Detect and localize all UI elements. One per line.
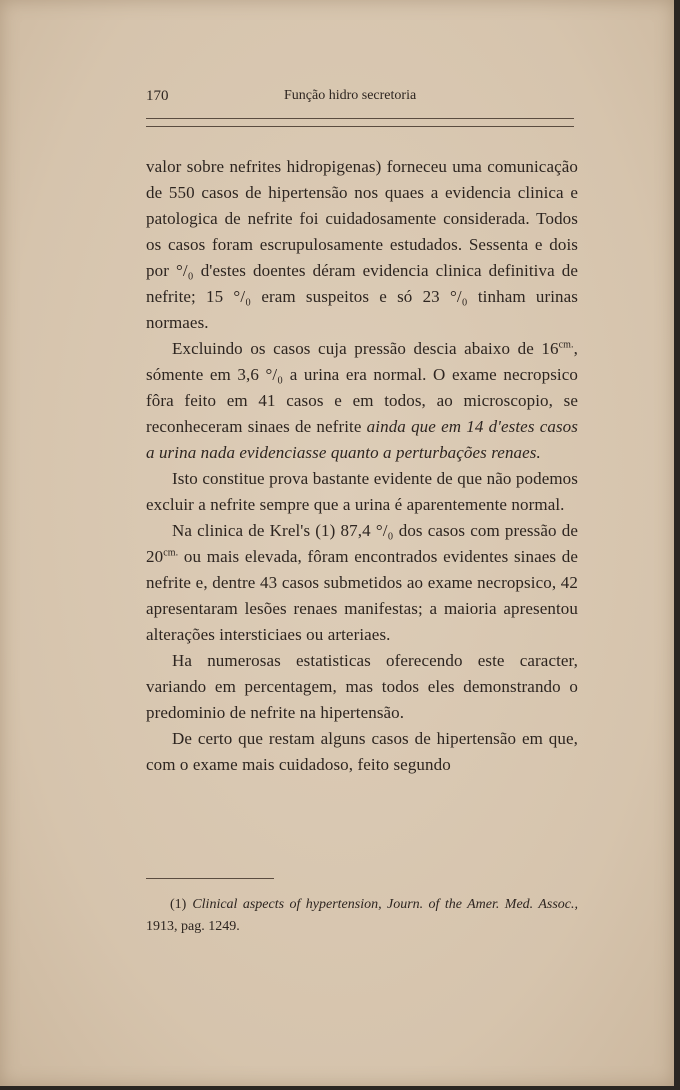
unit-superscript: cm.: [163, 547, 179, 559]
paragraph-4-continuation: ou mais elevada, fôram encontrados evidentes sinaes de nefrite e, dentre 43 casos submetidos ao exame necropsico, 42 apresentaram lesões renaes manifestas; a maioria apresentou alterações intersticiaes ou arteriaes.: [146, 547, 578, 644]
footnote-rule: [146, 878, 274, 879]
header-rule-bottom: [146, 126, 574, 127]
paragraph-2-continuation: , sómente em 3,6 °/₀ a urina era normal. O exame necropsico fôra feito em 41 casos e em todos, ao microscopio, se reconheceram sinaes de nefrite: [146, 339, 578, 436]
paragraph-2-text: Excluindo os casos cuja pressão descia abaixo de 16: [172, 339, 559, 358]
running-title: Função hidro secretoria: [284, 88, 417, 103]
footnote: [146, 894, 578, 938]
paragraph-6: De certo que restam alguns casos de hipertensão em que, com o exame mais cuidadoso, feito segundo: [146, 729, 578, 774]
footnote-details: 1913, pag. 1249.: [146, 919, 240, 934]
paragraph-1: valor sobre nefrites hidropigenas) forneceu uma comunicação de 550 casos de hipertensão nos quaes a evidencia clinica e patologica de nefrite foi cuidadosamente considerada. Todos os casos foram escrupulosamente estudados. Sessenta e dois por °/₀ d'estes doentes déram evidencia clinica definitiva de nefrite; 15 °/₀ eram suspeitos e só 23 °/₀ tinham urinas normaes.: [146, 157, 578, 332]
page-number: 170: [146, 88, 169, 104]
paragraph-4-text: Na clinica de Krel's (1) 87,4 °/₀ dos casos com pressão de 20: [146, 521, 578, 566]
paragraph-3: Isto constitue prova bastante evidente de que não podemos excluir a nefrite sempre que a urina é aparentemente normal.: [146, 469, 578, 514]
paragraph-2-italic: ainda que em 14 d'estes casos a urina nada evidenciasse quanto a perturbações renaes.: [146, 417, 578, 462]
header-rule-top: [146, 118, 574, 119]
footnote-citation: Clinical aspects of hypertension, Journ. of the Amer. Med. Assoc.,: [192, 897, 578, 912]
paragraph-2: [146, 336, 578, 466]
page-header: [146, 88, 578, 112]
footnote-marker: (1): [170, 897, 187, 912]
unit-superscript: cm.: [558, 339, 574, 351]
paragraph-5: Ha numerosas estatisticas oferecendo este caracter, variando em percentagem, mas todos eles demonstrando o predominio de nefrite na hipertensão.: [146, 651, 578, 722]
body-text: [146, 154, 578, 778]
paragraph-4: [146, 518, 578, 648]
